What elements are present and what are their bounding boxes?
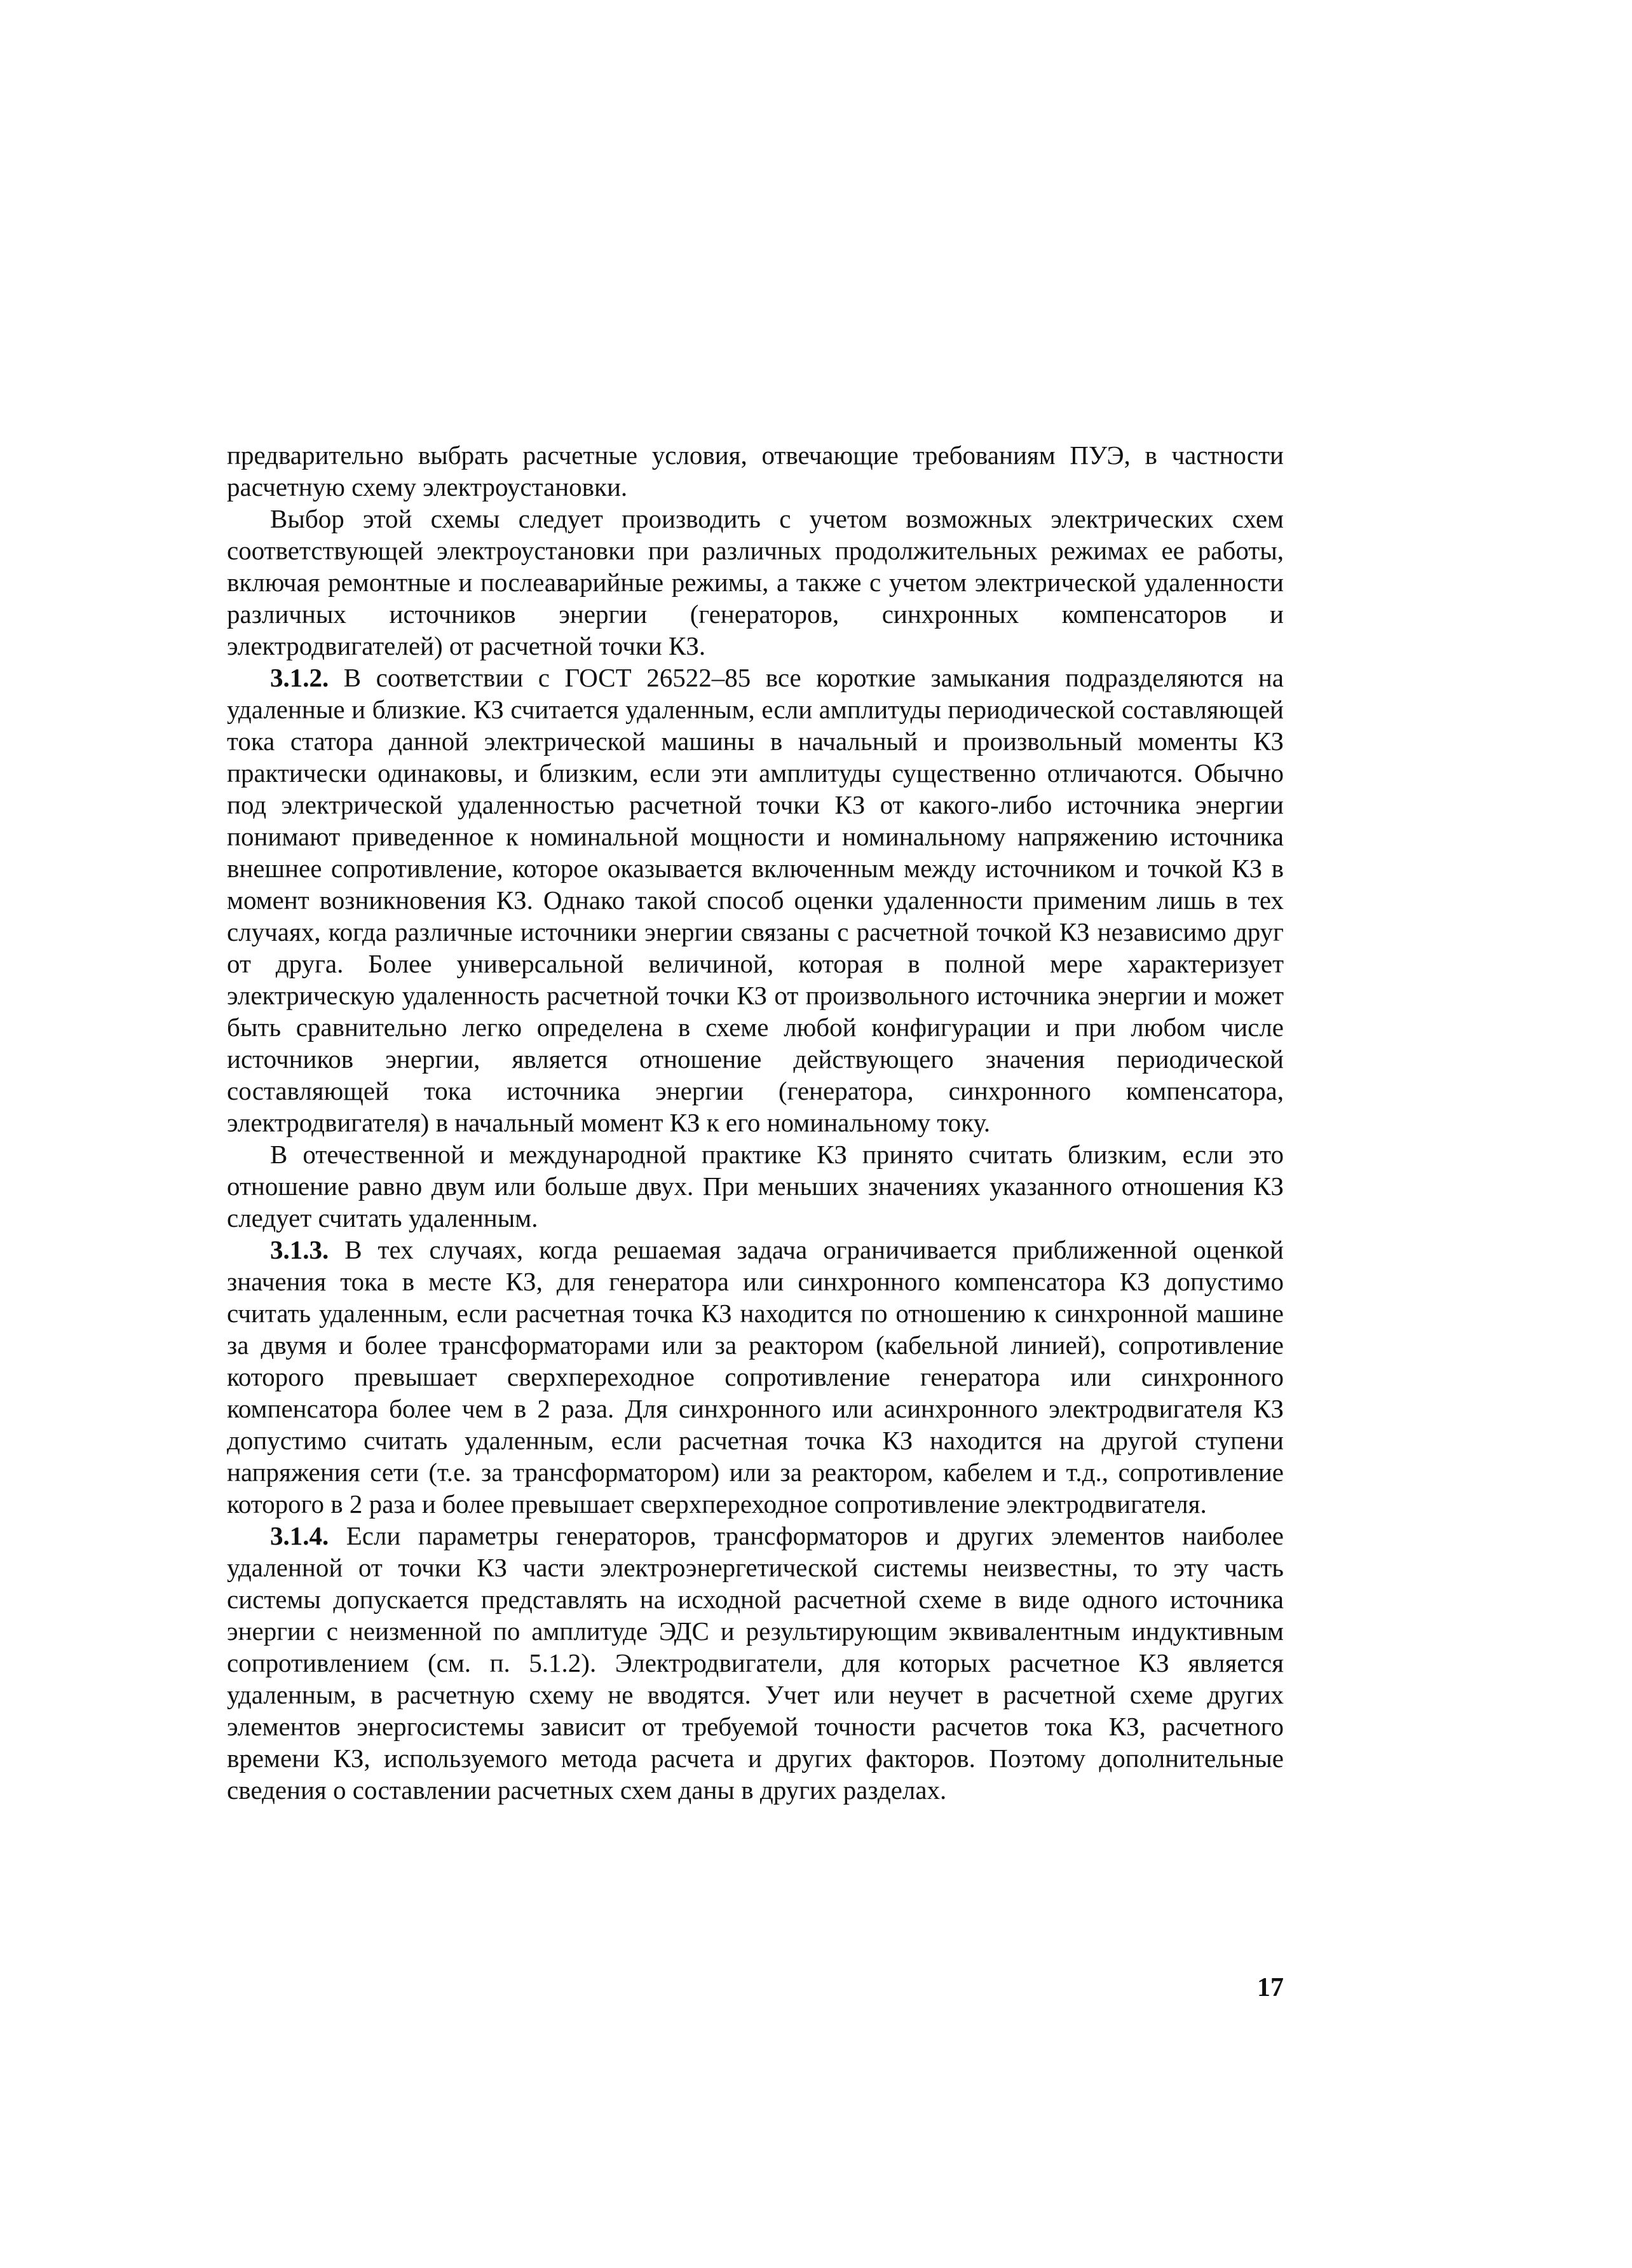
paragraph-text: В тех случаях, когда решаемая задача ограничивается приближенной оценкой значения тока в месте КЗ, для генератора или синхронного компенсатора КЗ допустимо считать удаленным, если расчетная точка КЗ находится по отношению к синхронной машине за двумя и более трансформаторами или за реактором (кабельной линией), сопротивление которого превышает сверхпереходное сопротивление генератора или синхронного компенсатора более чем в 2 раза. Для синхронного или асинхронного электродвигателя КЗ допустимо считать удаленным, если расчетная точка КЗ находится на другой ступени напряжения сети (т.е. за трансформатором) или за реактором, кабелем и т.д., сопротивление которого в 2 раза и более превышает сверхпереходное сопротивление электродвигателя.	[227, 1235, 1284, 1519]
paragraph-text: В соответствии с ГОСТ 26522–85 все короткие замыкания подразделяются на удаленные и близкие. КЗ считается удаленным, если амплитуды периодической составляющей тока статора данной электрической машины в начальный и произвольный моменты КЗ практически одинаковы, и близким, если эти амплитуды существенно отличаются. Обычно под электрической удаленностью расчетной точки КЗ от какого-либо источника энергии понимают приведенное к номинальной мощности и номинальному напряжению источника внешнее сопротивление, которое оказывается включенным между источником и точкой КЗ в момент возникновения КЗ. Однако такой способ оценки удаленности применим лишь в тех случаях, когда различные источники энергии связаны с расчетной точкой КЗ независимо друг от друга. Более универсальной величиной, которая в полной мере характеризует электрическую удаленность расчетной точки КЗ от произвольного источника энергии и может быть сравнительно легко определена в схеме любой конфигурации и при любом числе источников энергии, является отношение действующего значения периодической составляющей тока источника энергии (генератора, синхронного компенсатора, электродвигателя) в начальный момент КЗ к его номинальному току.	[227, 663, 1284, 1137]
paragraph-text: В отечественной и международной практике КЗ принято считать близким, если это отношение равно двум или больше двух. При меньших значениях указанного отношения КЗ следует считать удаленным.	[227, 1140, 1284, 1233]
section-number: 3.1.2.	[270, 663, 329, 692]
body-text	[227, 439, 1284, 1806]
paragraph-close-fault-criterion	[227, 1138, 1284, 1234]
section-number: 3.1.3.	[270, 1235, 329, 1264]
paragraph-3-1-3	[227, 1234, 1284, 1520]
paragraph-3-1-4	[227, 1520, 1284, 1806]
paragraph-continuation	[227, 439, 1284, 503]
paragraph-text: предварительно выбрать расчетные условия, отвечающие требованиям ПУЭ, в частности расчетную схему электроустановки.	[227, 441, 1284, 502]
paragraph-3-1-2	[227, 662, 1284, 1138]
paragraph-scheme-choice	[227, 503, 1284, 662]
paragraph-text: Выбор этой схемы следует производить с учетом возможных электрических схем соответствующей электроустановки при различных продолжительных режимах ее работы, включая ремонтные и послеаварийные режимы, а также с учетом электрической удаленности различных источников энергии (генераторов, синхронных компенсаторов и электродвигателей) от расчетной точки КЗ.	[227, 504, 1284, 660]
section-number: 3.1.4.	[270, 1521, 329, 1550]
paragraph-text: Если параметры генераторов, трансформаторов и других элементов наиболее удаленной от точки КЗ части электроэнергетической системы неизвестны, то эту часть системы допускается представлять на исходной расчетной схеме в виде одного источника энергии с неизменной по амплитуде ЭДС и результирующим эквивалентным индуктивным сопротивлением (см. п. 5.1.2). Электродвигатели, для которых расчетное КЗ является удаленным, в расчетную схему не вводятся. Учет или неучет в расчетной схеме других элементов энергосистемы зависит от требуемой точности расчетов тока КЗ, расчетного времени КЗ, используемого метода расчета и других факторов. Поэтому дополнительные сведения о составлении расчетных схем даны в других разделах.	[227, 1521, 1284, 1805]
page-number: 17	[1257, 1973, 1284, 2002]
